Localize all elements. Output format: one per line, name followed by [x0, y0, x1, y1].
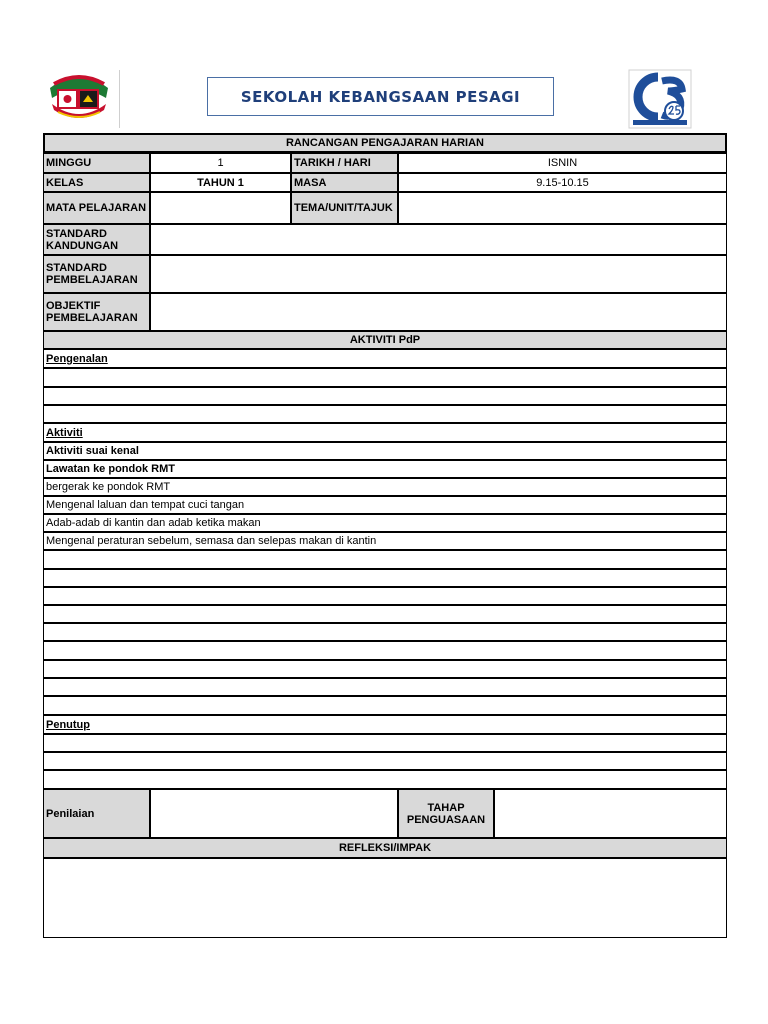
aktiviti-heading: Aktiviti: [43, 423, 727, 442]
school-name: SEKOLAH KEBANGSAAN PESAGI: [207, 77, 554, 116]
standard-pembelajaran-label: STANDARD PEMBELAJARAN: [43, 255, 150, 293]
kelas-field[interactable]: TAHUN 1: [150, 173, 291, 192]
form-title: RANCANGAN PENGAJARAN HARIAN: [43, 133, 727, 153]
tahap-penguasaan-field[interactable]: [494, 789, 727, 838]
activity-line[interactable]: Mengenal peraturan sebelum, semasa dan selepas makan di kantin: [43, 532, 727, 550]
pengenalan-heading: Pengenalan: [43, 349, 727, 368]
tema-label: TEMA/UNIT/TAJUK: [291, 192, 398, 224]
activity-line[interactable]: [43, 641, 727, 660]
masa-field[interactable]: 9.15-10.15: [398, 173, 727, 192]
refleksi-field[interactable]: [43, 858, 727, 938]
objektif-pembelajaran-label: OBJEKTIF PEMBELAJARAN: [43, 293, 150, 331]
penutup-heading: Penutup: [43, 715, 727, 734]
objektif-pembelajaran-field[interactable]: [150, 293, 727, 331]
tarikh-field[interactable]: ISNIN: [398, 153, 727, 173]
activity-line[interactable]: [43, 678, 727, 696]
masa-label: MASA: [291, 173, 398, 192]
mata-pelajaran-label: MATA PELAJARAN: [43, 192, 150, 224]
pengenalan-line[interactable]: [43, 368, 727, 387]
penutup-line[interactable]: [43, 734, 727, 752]
kelas-label: KELAS: [43, 173, 150, 192]
mata-pelajaran-field[interactable]: [150, 192, 291, 224]
minggu-label: MINGGU: [43, 153, 150, 173]
penutup-line[interactable]: [43, 752, 727, 770]
tahap-penguasaan-label: TAHAP PENGUASAAN: [398, 789, 494, 838]
tema-field[interactable]: [398, 192, 727, 224]
standard-kandungan-field[interactable]: [150, 224, 727, 255]
rph-form: [43, 133, 727, 938]
aktiviti-pdp-header: AKTIVITI PdP: [43, 331, 727, 349]
activity-line[interactable]: [43, 587, 727, 605]
activity-line[interactable]: [43, 605, 727, 623]
activity-line[interactable]: [43, 569, 727, 587]
activity-line[interactable]: Mengenal laluan dan tempat cuci tangan: [43, 496, 727, 514]
school-crest-icon: [44, 68, 114, 124]
minggu-field[interactable]: 1: [150, 153, 291, 173]
activity-line[interactable]: [43, 550, 727, 569]
activity-line[interactable]: Lawatan ke pondok RMT: [43, 460, 727, 478]
pengenalan-line[interactable]: [43, 405, 727, 423]
standard-kandungan-label: STANDARD KANDUNGAN: [43, 224, 150, 255]
activity-line[interactable]: [43, 660, 727, 678]
tarikh-label: TARIKH / HARI: [291, 153, 398, 173]
refleksi-header: REFLEKSI/IMPAK: [43, 838, 727, 858]
activity-line[interactable]: Adab-adab di kantin dan adab ketika makan: [43, 514, 727, 532]
standard-pembelajaran-field[interactable]: [150, 255, 727, 293]
penilaian-field[interactable]: [150, 789, 398, 838]
header-divider: [119, 70, 120, 128]
activity-line[interactable]: Aktiviti suai kenal: [43, 442, 727, 460]
pengenalan-line[interactable]: [43, 387, 727, 405]
activity-line[interactable]: bergerak ke pondok RMT: [43, 478, 727, 496]
penutup-line[interactable]: [43, 770, 727, 789]
activity-line[interactable]: [43, 623, 727, 641]
penilaian-label: Penilaian: [43, 789, 150, 838]
anniversary-25-logo-icon: [628, 69, 692, 129]
activity-line[interactable]: [43, 696, 727, 715]
